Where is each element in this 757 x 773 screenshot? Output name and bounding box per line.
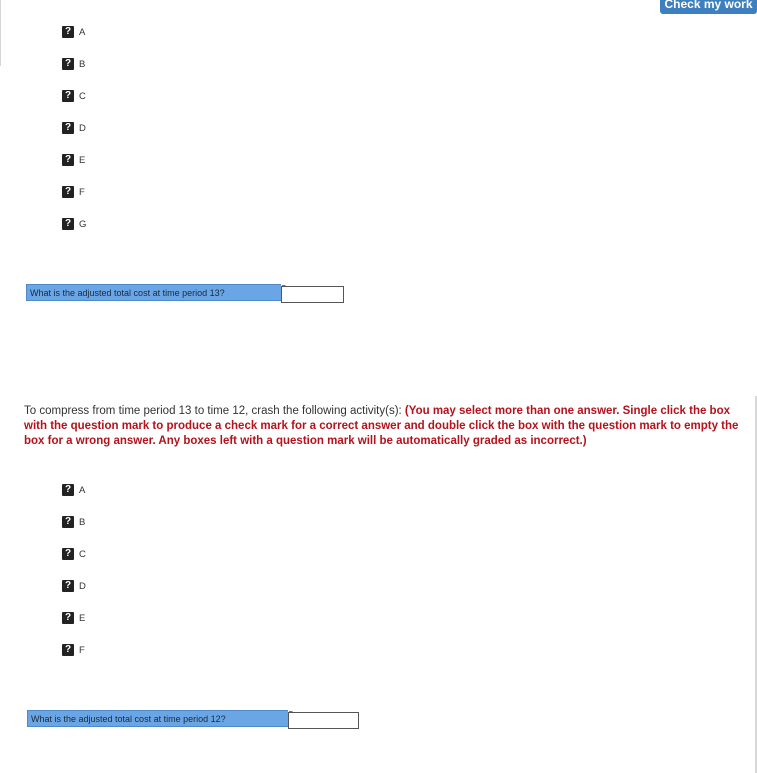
question2-answer-input[interactable] [288, 712, 359, 729]
question2-row [27, 710, 359, 727]
group1-option-b[interactable] [62, 57, 85, 71]
left-divider [0, 0, 1, 66]
instructions [24, 404, 752, 449]
question1-answer-input[interactable] [281, 286, 344, 303]
question-mark-icon[interactable]: ? [62, 90, 74, 102]
question-mark-icon[interactable]: ? [62, 516, 74, 528]
option-label: F [79, 644, 85, 656]
option-label: G [79, 218, 87, 230]
group1-option-g[interactable] [62, 217, 86, 231]
check-my-work-button[interactable]: Check my work [660, 0, 757, 14]
group2-option-c[interactable] [62, 547, 86, 561]
question1-row [26, 284, 344, 301]
question-mark-icon[interactable]: ? [62, 612, 74, 624]
question-mark-icon[interactable]: ? [62, 548, 74, 560]
option-label: E [79, 612, 86, 624]
group2-option-d[interactable] [62, 579, 86, 593]
option-label: A [79, 26, 86, 38]
option-label: E [79, 154, 86, 166]
group2-option-f[interactable] [62, 643, 85, 657]
question-mark-icon[interactable]: ? [62, 186, 74, 198]
option-label: D [79, 122, 86, 134]
option-label: C [79, 90, 86, 102]
group2-option-a[interactable] [62, 483, 85, 497]
group1-option-e[interactable] [62, 153, 85, 167]
group1-option-f[interactable] [62, 185, 85, 199]
question-mark-icon[interactable]: ? [62, 218, 74, 230]
group1-option-d[interactable] [62, 121, 86, 135]
group1-option-a[interactable] [62, 25, 85, 39]
question-mark-icon[interactable]: ? [62, 58, 74, 70]
question-mark-icon[interactable]: ? [62, 154, 74, 166]
group2-option-b[interactable] [62, 515, 85, 529]
option-label: F [79, 186, 85, 198]
group2-option-e[interactable] [62, 611, 85, 625]
question1-label: What is the adjusted total cost at time period 13? [26, 284, 281, 301]
question-mark-icon[interactable]: ? [62, 26, 74, 38]
option-label: A [79, 484, 86, 496]
question2-label: What is the adjusted total cost at time period 12? [27, 710, 288, 727]
option-label: C [79, 548, 86, 560]
option-label: B [79, 58, 86, 70]
question-mark-icon[interactable]: ? [62, 580, 74, 592]
option-label: B [79, 516, 86, 528]
question-mark-icon[interactable]: ? [62, 644, 74, 656]
instructions-emphasis: (You may select more than one answer. Single click the box with the question mark to produce a check mark for a correct answer and double click the box with the question mark to empty the box for a wrong answer. Any boxes left with a question mark will be automatically graded as incorrect.) [24, 405, 739, 447]
question-mark-icon[interactable]: ? [62, 484, 74, 496]
option-label: D [79, 580, 86, 592]
question-mark-icon[interactable]: ? [62, 122, 74, 134]
instructions-text: To compress from time period 13 to time 12, crash the following activity(s): [24, 405, 405, 417]
group1-option-c[interactable] [62, 89, 86, 103]
